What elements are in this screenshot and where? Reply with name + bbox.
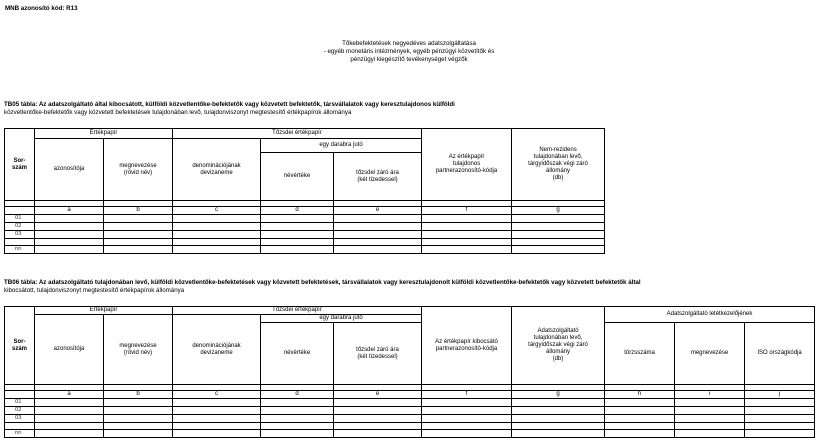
tb06-table [4,306,815,438]
data-cell[interactable] [104,430,173,438]
report-title-line-2: - egyéb monetáris intézmények, egyéb pénzügyi közvetítők és [323,48,495,55]
tb05-title [4,101,814,117]
data-cell[interactable] [675,415,745,423]
data-cell[interactable] [334,399,422,407]
data-cell[interactable] [261,415,334,423]
table-row [5,215,605,223]
row-number: 02 [5,407,35,415]
tb06-col-letter: b [104,391,173,399]
data-cell[interactable] [422,239,512,246]
data-cell[interactable] [261,239,334,246]
tb06-col-letter: f [422,391,512,399]
data-cell[interactable] [334,415,422,423]
data-cell[interactable] [512,223,605,231]
tb06-title-line-1: TB06 tábla: Az adatszolgáltató tulajdonában levő, külföldi közvetlentőke-befektetések vagy közvetett befektetések, társvállalatok vagy keresztulajdonolt külföldi közvetlentőke-befektetők vagy közvetett befektetők által [4,279,641,286]
table-row [5,231,605,239]
table-row [5,246,605,254]
report-title-line-3: pénzügyi kiegészítő tevékenységet végzők [350,56,468,63]
tb06-col-letter: i [675,391,745,399]
data-cell[interactable] [422,399,512,407]
table-row [5,223,605,231]
data-cell[interactable] [334,407,422,415]
tb05-partner-header: Az értékpapír tulajdonos partnerazonosító-kódja [422,129,512,201]
data-cell[interactable] [104,399,173,407]
data-cell[interactable] [745,430,815,438]
data-cell[interactable] [35,430,104,438]
data-cell[interactable] [261,246,334,254]
tb05-col-letter: d [261,207,334,215]
tb05-col-letter: e [334,207,422,215]
data-cell[interactable] [261,215,334,223]
table-row [5,430,815,438]
data-cell[interactable] [173,239,261,246]
tb06-letetkezelo-header: Adatszolgáltató letétkezelőjének [605,307,815,323]
data-cell[interactable] [104,407,173,415]
tb05-col-letter: a [35,207,104,215]
row-number: 02 [5,223,35,231]
data-cell[interactable] [745,399,815,407]
tb05-table [4,128,605,254]
tb06-sorszam-header: Sor- szám [5,307,35,385]
data-cell[interactable] [104,223,173,231]
mnb-code: MNB azonosító kód: R13 [5,5,78,12]
data-cell[interactable] [422,415,512,423]
data-cell[interactable] [745,415,815,423]
row-number: nn [5,246,35,254]
data-cell[interactable] [173,430,261,438]
data-cell[interactable] [35,246,104,254]
tb05-tozsdei-header: Tőzsdei értékpapír [173,129,422,139]
tb05-egy-darabra-header: egy darabra jutó [261,139,422,153]
data-cell[interactable] [334,215,422,223]
row-number: 03 [5,231,35,239]
data-cell[interactable] [104,215,173,223]
data-cell[interactable] [512,430,605,438]
tb06-col-letter: j [745,391,815,399]
data-cell[interactable] [35,215,104,223]
data-cell[interactable] [512,239,605,246]
data-cell[interactable] [605,407,675,415]
data-cell[interactable] [173,215,261,223]
tb06-zaro-ar-header: tőzsdei záró ára (két tizedessel) [334,323,422,385]
data-cell[interactable] [104,415,173,423]
data-cell[interactable] [605,430,675,438]
data-cell[interactable] [512,415,605,423]
tb06-letter-row [5,391,815,399]
data-cell[interactable] [104,423,173,430]
table-row [5,423,815,430]
data-cell[interactable] [605,423,675,430]
data-cell[interactable] [334,223,422,231]
tb06-torzsszama-header: törzsszáma [605,323,675,385]
table-row [5,239,605,246]
data-cell[interactable] [173,415,261,423]
data-cell[interactable] [261,430,334,438]
data-cell[interactable] [422,215,512,223]
data-cell[interactable] [334,423,422,430]
tb06-title-line-2: kibocsátott, tulajdonviszonyt megtestesítő értékpapírok állománya [4,287,185,294]
data-cell[interactable] [334,246,422,254]
tb05-megnevezese-header: megnevezése (rövid név) [104,139,173,201]
report-title [200,40,618,64]
row-number [5,239,35,246]
tb05-title-line-1: TB05 tábla: Az adatszolgáltató által kibocsátott, külföldi közvetlentőke-befektetők vagy közvetett befektetők, társvállalatok vagy keresztulajdonos külföldi [4,101,455,108]
tb06-col-letter: g [512,391,605,399]
tb05-col-letter: g [512,207,605,215]
row-number: 01 [5,399,35,407]
data-cell[interactable] [261,423,334,430]
row-number [5,423,35,430]
data-cell[interactable] [512,215,605,223]
data-cell[interactable] [675,430,745,438]
data-cell[interactable] [173,399,261,407]
data-cell[interactable] [35,415,104,423]
data-cell[interactable] [261,407,334,415]
tb05-col-letter: c [173,207,261,215]
data-cell[interactable] [334,430,422,438]
data-cell[interactable] [104,239,173,246]
data-cell[interactable] [173,231,261,239]
tb05-zaro-ar-header: tőzsdei záró ára (két tizedessel) [334,153,422,201]
data-cell[interactable] [334,231,422,239]
tb06-col-letter: e [334,391,422,399]
tb05-ertekpapir-header: Értékpapír [35,129,173,139]
data-cell[interactable] [605,399,675,407]
data-cell[interactable] [422,246,512,254]
tb06-iso-header: ISO országkódja [745,323,815,385]
table-row [5,415,815,423]
tb06-col-letter: a [35,391,104,399]
data-cell[interactable] [173,223,261,231]
data-cell[interactable] [173,407,261,415]
data-cell[interactable] [745,423,815,430]
data-cell[interactable] [35,423,104,430]
data-cell[interactable] [675,407,745,415]
tb05-denominacio-header: denominációjának devizaneme [173,139,261,201]
data-cell[interactable] [35,399,104,407]
data-cell[interactable] [745,407,815,415]
data-cell[interactable] [512,407,605,415]
data-cell[interactable] [512,399,605,407]
tb06-azonositoja-header: azonosítója [35,315,104,385]
data-cell[interactable] [35,223,104,231]
data-cell[interactable] [334,239,422,246]
tb06-kibocsato-header: Az értékpapír kibocsátó partnerazonosító-kódja [422,307,512,385]
data-cell[interactable] [675,399,745,407]
data-cell[interactable] [104,246,173,254]
data-cell[interactable] [675,423,745,430]
data-cell[interactable] [104,231,173,239]
tb05-col-letter: b [104,207,173,215]
data-cell[interactable] [173,246,261,254]
tb06-col-letter: h [605,391,675,399]
data-cell[interactable] [512,231,605,239]
tb06-col-letter: d [261,391,334,399]
tb06-col-letter: c [173,391,261,399]
data-cell[interactable] [261,399,334,407]
row-number: nn [5,430,35,438]
tb06-nevertek-header: névértéke [261,323,334,385]
data-cell[interactable] [605,415,675,423]
tb05-title-line-2: közvetlentőke-befektetők vagy közvetett befektetések tulajdonában levő, tulajdonviszonyt megtestesítő értékpapírok állománya [4,109,352,116]
table-row [5,407,815,415]
data-cell[interactable] [35,239,104,246]
tb05-nevertek-header: névértéke [261,153,334,201]
data-cell[interactable] [422,423,512,430]
row-number: 03 [5,415,35,423]
tb06-title [4,279,814,295]
data-cell[interactable] [422,407,512,415]
tb05-azonositoja-header: azonosítója [35,139,104,201]
tb05-sorszam-header: Sor- szám [5,129,35,201]
tb06-megnevezese-header: megnevezése (rövid név) [104,315,173,385]
tb06-megnevezese2-header: megnevezése [675,323,745,385]
tb06-denominacio-header: denominációjának devizaneme [173,315,261,385]
data-cell[interactable] [35,407,104,415]
data-cell[interactable] [422,430,512,438]
data-cell[interactable] [35,231,104,239]
data-cell[interactable] [261,223,334,231]
data-cell[interactable] [422,223,512,231]
data-cell[interactable] [422,231,512,239]
tb05-nem-rezidens-header: Nem-rezidens tulajdonában levő, tárgyidőszak végi záró állomány (db) [512,129,605,201]
report-title-line-1: Tőkebefektetések negyedéves adatszolgáltatása [342,40,476,47]
tb05-col-letter: f [422,207,512,215]
data-cell[interactable] [512,246,605,254]
data-cell[interactable] [261,231,334,239]
tb06-adatszolgaltato-header: Adatszolgáltató tulajdonában levő, tárgyidőszak végi záró állomány (db) [512,307,605,385]
table-row [5,399,815,407]
data-cell[interactable] [512,423,605,430]
tb06-tozsdei-header: Tőzsdei értékpapír [173,307,422,315]
data-cell[interactable] [173,423,261,430]
tb05-letter-row [5,207,605,215]
tb06-egy-darabra-header: egy darabra jutó [261,315,422,323]
tb06-ertekpapir-header: Értékpapír [35,307,173,315]
row-number: 01 [5,215,35,223]
